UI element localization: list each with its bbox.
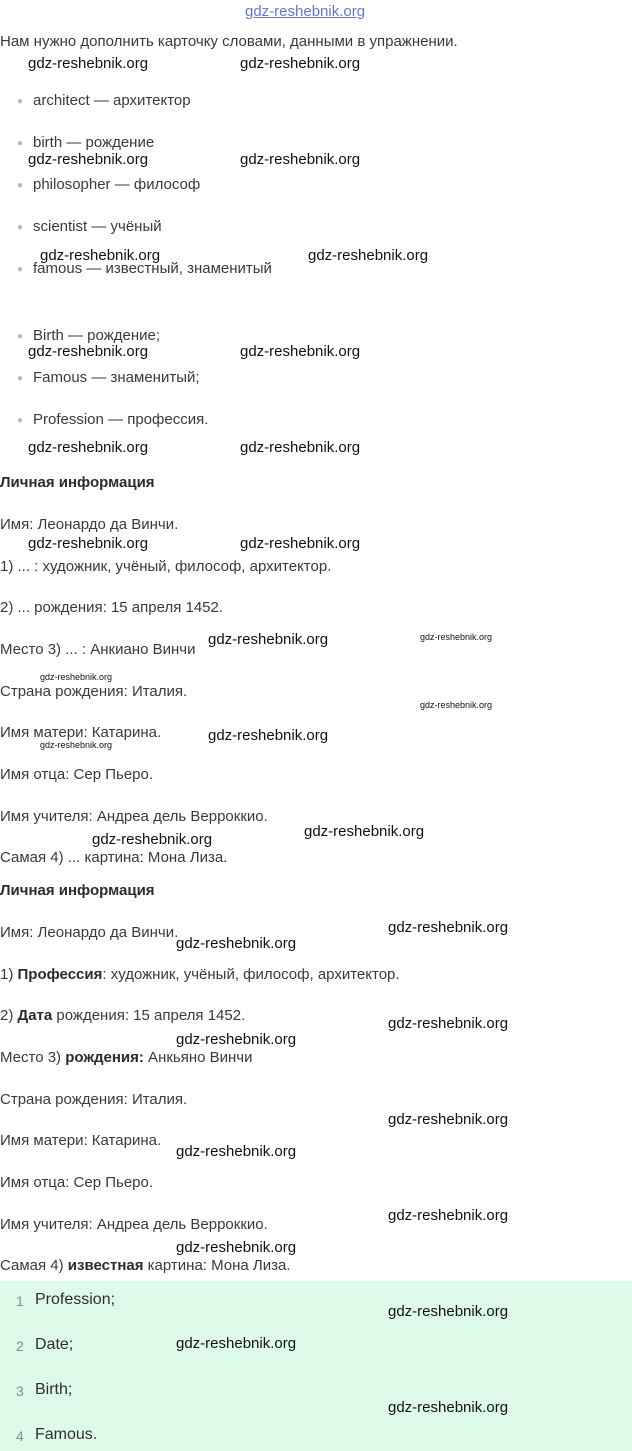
answer-text: Famous. xyxy=(35,1426,98,1443)
watermark: gdz-reshebnik.org xyxy=(388,1303,509,1320)
card2-line: Имя: Леонардо да Винчи. xyxy=(0,924,179,941)
card2-line: 1) Профессия: художник, учёный, философ, архитектор. xyxy=(0,966,400,983)
answer-number: 4 xyxy=(16,1428,24,1444)
card2-line: Имя учителя: Андреа дель Верроккио. xyxy=(0,1216,268,1233)
card1-line: 1) ... : художник, учёный, философ, архитектор. xyxy=(0,558,332,575)
watermark: gdz-reshebnik.org xyxy=(240,343,361,360)
watermark: gdz-reshebnik.org xyxy=(40,247,161,264)
card1-line: Страна рождения: Италия. xyxy=(0,683,188,700)
bullet-icon: ● xyxy=(17,264,24,275)
answer-word: Дата xyxy=(17,1007,53,1024)
bullet-icon: ● xyxy=(17,96,24,107)
intro-text: Нам нужно дополнить карточку словами, данными в упражнении. xyxy=(0,33,458,50)
watermark: gdz-reshebnik.org xyxy=(388,1015,509,1032)
card2-line: Имя отца: Сер Пьеро. xyxy=(0,1174,154,1191)
watermark: gdz-reshebnik.org xyxy=(28,535,149,552)
watermark: gdz-reshebnik.org xyxy=(240,439,361,456)
watermark: gdz-reshebnik.org xyxy=(420,700,493,710)
watermark: gdz-reshebnik.org xyxy=(176,1031,297,1048)
card2-heading: Личная информация xyxy=(0,882,155,899)
watermark: gdz-reshebnik.org xyxy=(28,55,149,72)
answer-number: 1 xyxy=(16,1293,24,1309)
selected-item: Famous — знаменитый; xyxy=(33,369,200,386)
card2-line: Самая 4) известная картина: Мона Лиза. xyxy=(0,1257,291,1274)
watermark: gdz-reshebnik.org xyxy=(176,1239,297,1256)
card2-line: Страна рождения: Италия. xyxy=(0,1091,188,1108)
header-watermark-link[interactable]: gdz-reshebnik.org xyxy=(245,3,366,20)
bullet-icon: ● xyxy=(17,331,24,342)
card1-line: Место 3) ... : Анкиано Винчи xyxy=(0,641,196,658)
card1-line: Имя: Леонардо да Винчи. xyxy=(0,516,179,533)
watermark: gdz-reshebnik.org xyxy=(28,343,149,360)
watermark: gdz-reshebnik.org xyxy=(28,151,149,168)
watermark: gdz-reshebnik.org xyxy=(388,1207,509,1224)
vocab-item: scientist — учёный xyxy=(33,218,162,235)
watermark: gdz-reshebnik.org xyxy=(240,535,361,552)
answer-word: известная xyxy=(67,1257,144,1274)
watermark: gdz-reshebnik.org xyxy=(176,935,297,952)
watermark: gdz-reshebnik.org xyxy=(388,1399,509,1416)
answer-text: Profession; xyxy=(35,1291,116,1308)
card1-heading: Личная информация xyxy=(0,474,155,491)
watermark: gdz-reshebnik.org xyxy=(92,831,213,848)
bullet-icon: ● xyxy=(17,373,24,384)
watermark: gdz-reshebnik.org xyxy=(28,439,149,456)
watermark: gdz-reshebnik.org xyxy=(208,727,329,744)
watermark: gdz-reshebnik.org xyxy=(420,632,493,642)
watermark: gdz-reshebnik.org xyxy=(240,151,361,168)
card2-line: Место 3) рождения: Анкьяно Винчи xyxy=(0,1049,253,1066)
card1-line: Имя матери: Катарина. xyxy=(0,724,162,741)
watermark: gdz-reshebnik.org xyxy=(176,1143,297,1160)
watermark: gdz-reshebnik.org xyxy=(240,55,361,72)
card2-line: 2) Дата рождения: 15 апреля 1452. xyxy=(0,1007,246,1024)
watermark: gdz-reshebnik.org xyxy=(388,1111,509,1128)
card2-line: Имя матери: Катарина. xyxy=(0,1132,162,1149)
watermark: gdz-reshebnik.org xyxy=(388,919,509,936)
bullet-icon: ● xyxy=(17,180,24,191)
card1-line: 2) ... рождения: 15 апреля 1452. xyxy=(0,599,224,616)
answer-text: Date; xyxy=(35,1336,74,1353)
answer-number: 3 xyxy=(16,1383,24,1399)
answer-word: рождения: xyxy=(65,1049,144,1066)
answer-text: Birth; xyxy=(35,1381,73,1398)
watermark: gdz-reshebnik.org xyxy=(308,247,429,264)
bullet-icon: ● xyxy=(17,222,24,233)
bullet-icon: ● xyxy=(17,415,24,426)
answer-word: Профессия xyxy=(17,966,103,983)
vocab-item: famous — известный, знаменитый xyxy=(33,260,272,277)
card1-line: Имя отца: Сер Пьеро. xyxy=(0,766,154,783)
watermark: gdz-reshebnik.org xyxy=(40,672,113,682)
vocab-item: philosopher — философ xyxy=(33,176,201,193)
watermark: gdz-reshebnik.org xyxy=(176,1335,297,1352)
watermark: gdz-reshebnik.org xyxy=(304,823,425,840)
card1-line: Самая 4) ... картина: Мона Лиза. xyxy=(0,849,228,866)
watermark: gdz-reshebnik.org xyxy=(208,631,329,648)
card1-line: Имя учителя: Андреа дель Верроккио. xyxy=(0,808,268,825)
selected-item: Birth — рождение; xyxy=(33,327,160,344)
selected-item: Profession — профессия. xyxy=(33,411,209,428)
bullet-icon: ● xyxy=(17,138,24,149)
vocab-item: birth — рождение xyxy=(33,134,155,151)
answer-number: 2 xyxy=(16,1338,24,1354)
watermark: gdz-reshebnik.org xyxy=(40,740,113,750)
vocab-item: architect — архитектор xyxy=(33,92,191,109)
answer-list xyxy=(0,1281,632,1451)
